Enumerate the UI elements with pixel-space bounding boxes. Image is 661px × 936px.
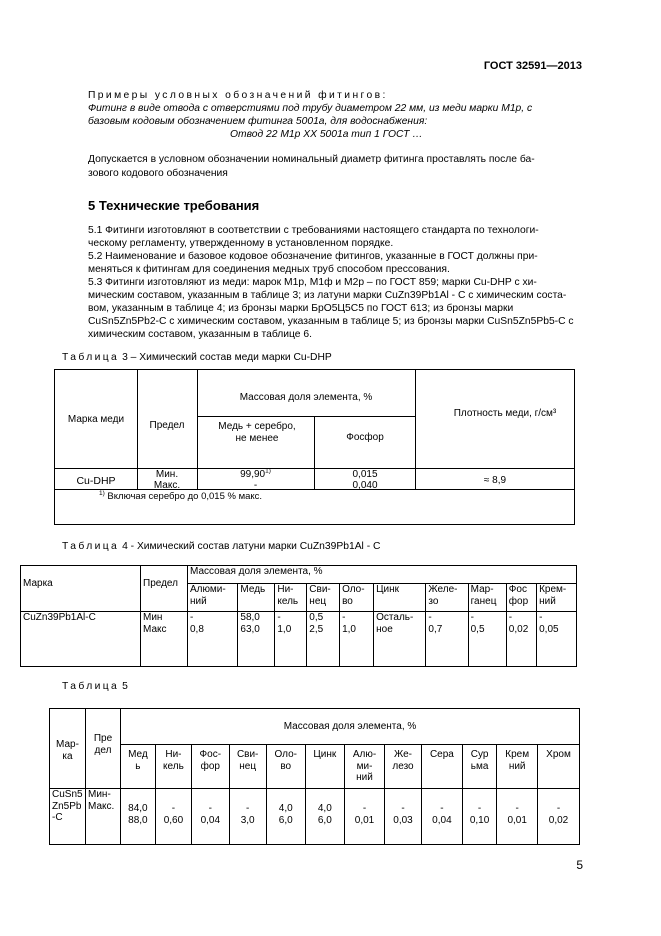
table-4-value-5: - 1,0 [340, 612, 374, 667]
table-3-frame [54, 369, 575, 525]
table-4-col-header-5: Оло- во [340, 584, 374, 612]
table-3-header-p: Фосфор [346, 432, 384, 443]
table-3-p-max: 0,040 [352, 480, 378, 491]
table-3-density: ≈ 8,9 [483, 475, 507, 486]
table-4-header-grade: Марка [21, 566, 141, 612]
section-title: 5 Технические требования [88, 198, 260, 213]
table-3-header-limit: Предел [149, 420, 185, 431]
table-5-caption-label: Таблица [62, 681, 120, 692]
table-4-caption-text: 4 - Химический состав латуни марки CuZn39Pb1Al - C [122, 541, 381, 552]
table-4-value-3: - 1,0 [275, 612, 307, 667]
paragraph-5-3-line-5: химическим составом, указанным в таблице 6. [88, 329, 312, 340]
table-3-grade: Cu-DHP [76, 475, 116, 487]
table-5-header-mass: Массовая доля элемента, % [121, 709, 580, 745]
example-line-2: базовым кодовым обозначением фитинга 5001а, для водоснабжения: [88, 116, 428, 127]
table-5-value-5: 4,0 6,0 [266, 789, 305, 845]
table-5-col-header-10: Сур ьма [462, 745, 497, 789]
table-4-value-4: 0,5 2,5 [307, 612, 340, 667]
table-5-col-header-3: Фос- фор [192, 745, 229, 789]
paragraph-5-2-line-1: 5.2 Наименование и базовое кодовое обозначение фитингов, указанные в ГОСТ должны при- [88, 251, 538, 262]
table-5-value-9: - 0,04 [422, 789, 463, 845]
table-4-value-8: - 0,5 [468, 612, 506, 667]
table-3-cu-min: 99,90$^{1)}$ [240, 467, 271, 480]
note-line-2: зового кодового обозначения [88, 168, 228, 179]
table-4-header-limit: Предел [141, 566, 188, 612]
table-3-caption [62, 351, 332, 365]
standard-header: ГОСТ 32591—2013 [483, 60, 582, 72]
table-5-header-limit: Пре дел [86, 709, 121, 789]
table-5-value-7: - 0,01 [345, 789, 385, 845]
table-5-col-header-8: Же- лезо [385, 745, 422, 789]
paragraph-5-3-line-1: 5.3 Фитинги изготовляют из меди: марок М1р, М1ф и М2р – по ГОСТ 859; марки Cu-DHP с хи- [88, 277, 537, 288]
table-5-value-1: 84,0 88,0 [121, 789, 156, 845]
table-5-col-header-4: Сви- нец [229, 745, 266, 789]
table-3-caption-text: 3 – Химический состав меди марки Cu-DHP [122, 352, 332, 363]
paragraph-5-1-line-1: 5.1 Фитинги изготовляют в соответствии с требованиями настоящего стандарта по технологи- [88, 225, 539, 236]
table-4-col-header-2: Медь [238, 584, 275, 612]
table-4-value-6: Осталь- ное [374, 612, 426, 667]
table-5-header-grade: Мар- ка [50, 709, 86, 789]
table-4-value-10: - 0,05 [537, 612, 577, 667]
table-4-value-7: - 0,7 [426, 612, 468, 667]
table-5-caption-text: 5 [122, 681, 128, 692]
table-4-value-2: 58,0 63,0 [238, 612, 275, 667]
examples-title: Примеры условных обозначений фитингов: [88, 90, 388, 101]
paragraph-5-3-line-3: вом, указанным в таблице 4; из бронзы марки БрО5Ц5С5 по ГОСТ 613; из бронзы марки [88, 303, 514, 314]
table-5-value-2: - 0,60 [155, 789, 191, 845]
table-4-col-header-6: Цинк [374, 584, 426, 612]
table-4-col-header-10: Крем- ний [537, 584, 577, 612]
table-3-limit-min: Мин. [155, 469, 179, 480]
table-4-caption [62, 540, 380, 554]
table-4-col-header-3: Ни- кель [275, 584, 307, 612]
table-4-caption-label: Таблица [62, 541, 120, 552]
table-4-value-9: - 0,02 [506, 612, 536, 667]
table-4 [20, 565, 577, 667]
table-4-col-header-9: Фос фор [506, 584, 536, 612]
table-5-col-header-1: Мед ь [121, 745, 156, 789]
table-5-grade: CuSn5 Zn5Pb -C [50, 789, 86, 845]
table-5-value-4: - 3,0 [229, 789, 266, 845]
paragraph-5-3-line-4: CuSn5Zn5Pb2-C с химическим составом, указанным в таблице 5; из бронзы марки CuSn5Zn5Pb5-C с [88, 316, 574, 327]
table-3-limit-max: Макс. [153, 480, 181, 491]
example-line-3: Отвод 22 М1р ХХ 5001а тип 1 ГОСТ … [230, 129, 423, 140]
table-4-col-header-1: Алюми- ний [188, 584, 238, 612]
table-3-cu-max: - [253, 480, 258, 491]
note-line-1: Допускается в условном обозначении номинальный диаметр фитинга проставлять после ба- [88, 154, 535, 165]
table-5-limit: Мин- Макс. [86, 789, 121, 845]
table-5-caption [62, 680, 128, 694]
table-5-value-3: - 0,04 [192, 789, 229, 845]
table-3-header-grade: Марка меди [67, 414, 125, 425]
example-line-1: Фитинг в виде отвода с отверстиями под трубу диаметром 22 мм, из меди марки М1р, с [88, 103, 533, 114]
table-3-footnote: $^{1)}$ Включая серебро до 0,015 % макс. [99, 489, 263, 502]
table-4-col-header-7: Желе- зо [426, 584, 468, 612]
table-3-header-cu: Медь + серебро, не менее [218, 421, 296, 444]
table-5-col-header-6: Цинк [305, 745, 344, 789]
table-4-header-mass: Массовая доля элемента, % [188, 566, 577, 584]
table-4-col-header-4: Сви- нец [307, 584, 340, 612]
table-4-value-1: - 0,8 [188, 612, 238, 667]
table-4-grade: CuZn39Pb1Al-C [21, 612, 141, 667]
table-5-col-header-2: Ни- кель [155, 745, 191, 789]
table-5-col-header-7: Алю- ми- ний [345, 745, 385, 789]
table-5-col-header-12: Хром [538, 745, 580, 789]
table-4-col-header-8: Мар- ганец [468, 584, 506, 612]
table-5-value-8: - 0,03 [385, 789, 422, 845]
table-5-value-6: 4,0 6,0 [305, 789, 344, 845]
table-5 [49, 708, 580, 845]
table-3-p-min: 0,015 [352, 469, 378, 480]
table-5-col-header-5: Оло- во [266, 745, 305, 789]
paragraph-5-1-line-2: ческому регламенту, утвержденному в установленном порядке. [88, 238, 394, 249]
table-3-header-density: Плотность меди, г/см³ [453, 408, 557, 419]
table-5-col-header-9: Сера [422, 745, 463, 789]
table-5-value-12: - 0,02 [538, 789, 580, 845]
paragraph-5-3-line-2: мическим составом, указанным в таблице 3; из латуни марки CuZn39Pb1Al - С с химическим соста- [88, 290, 567, 301]
table-3-header-mass: Массовая доля элемента, % [239, 392, 373, 403]
table-5-col-header-11: Крем ний [497, 745, 538, 789]
table-4-limit: Мин Макс [141, 612, 188, 667]
table-3-caption-label: Таблица [62, 352, 120, 363]
table-5-value-11: - 0,01 [497, 789, 538, 845]
table-5-value-10: - 0,10 [462, 789, 497, 845]
page-number: 5 [576, 858, 583, 872]
paragraph-5-2-line-2: меняться к фитингам для соединения медных труб способом прессования. [88, 264, 450, 275]
